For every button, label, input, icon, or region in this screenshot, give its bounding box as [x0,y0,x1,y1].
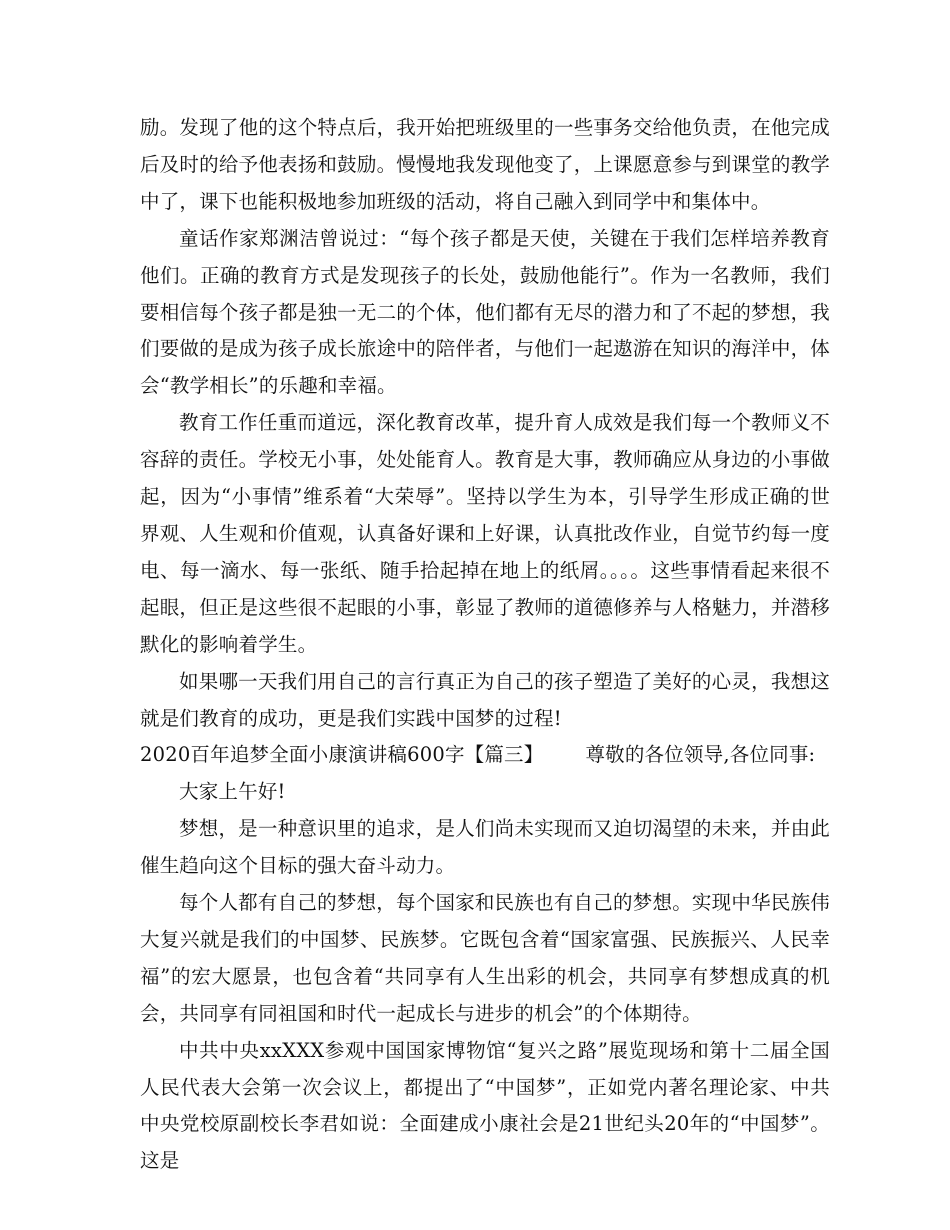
paragraph-fairy-tale-quote: 童话作家郑渊洁曾说过：“每个孩子都是天使，关键在于我们怎样培养教育他们。正确的教育方式是发现孩子的长处，鼓励他能行”。作为一名教师，我们要相信每个孩子都是独一无二的个体，他们都有无尽的潜力和了不起的梦想，我们要做的是成为孩子成长旅途中的陪伴者，与他们一起遨游在知识的海洋中，体会“教学相长”的乐趣和幸福。 [140,226,830,398]
paragraph-greeting: 大家上午好! [179,780,286,804]
salutation: 尊敬的各位领导,各位同事: [585,743,816,767]
paragraph-education-reform: 教育工作任重而道远，深化教育改革，提升育人成效是我们每一个教师义不容辞的责任。学校无小事，处处能育人。教育是大事，教师确应从身边的小事做起，因为“小事情”维系着“大荣辱”。坚持以学生为本，引导学生形成正确的世界观、人生观和价值观，认真备好课和上好课，认真批改作业，自觉节约每一度电、每一滴水、每一张纸、随手拾起掉在地上的纸屑。。。。这些事情看起来很不起眼，但正是这些很不起眼的小事，彰显了教师的道德修养与人格魅力，并潜移默化的影响着学生。 [140,411,830,656]
paragraph-dream-definition: 梦想，是一种意识里的追求，是人们尚未实现而又迫切渴望的未来，并由此催生趋向这个目标的强大奋斗动力。 [140,817,830,878]
paragraph-xiaokang: 中共中央xxXXX参观中国国家博物馆“复兴之路”展览现场和第十二届全国人民代表大会第一次会议上，都提出了“中国梦”，正如党内著名理论家、中共中央党校原副校长李君如说：全面建成小康社会是21世纪头20年的“中国梦”。这是 [140,1038,830,1173]
paragraph-continuation: 励。发现了他的这个特点后，我开始把班级里的一些事务交给他负责，在他完成后及时的给予他表扬和鼓励。慢慢地我发现他变了，上课愿意参与到课堂的教学中了，课下也能积极地参加班级的活动，将自己融入到同学中和集体中。 [140,116,830,213]
paragraph-china-dream-practice: 如果哪一天我们用自己的言行真正为自己的孩子塑造了美好的心灵，我想这就是们教育的成功，更是我们实践中国梦的过程! [140,669,830,730]
document-page [140,110,830,1180]
paragraph-national-dream: 每个人都有自己的梦想，每个国家和民族也有自己的梦想。实现中华民族伟大复兴就是我们的中国梦、民族梦。它既包含着“国家富强、民族振兴、人民幸福”的宏大愿景，也包含着“共同享有人生出彩的机会，共同享有梦想成真的机会，共同享有同祖国和时代一起成长与进步的机会”的个体期待。 [140,891,830,1025]
section-heading [140,737,830,774]
section-title: 2020百年追梦全面小康演讲稿600字【篇三】 [140,743,544,767]
